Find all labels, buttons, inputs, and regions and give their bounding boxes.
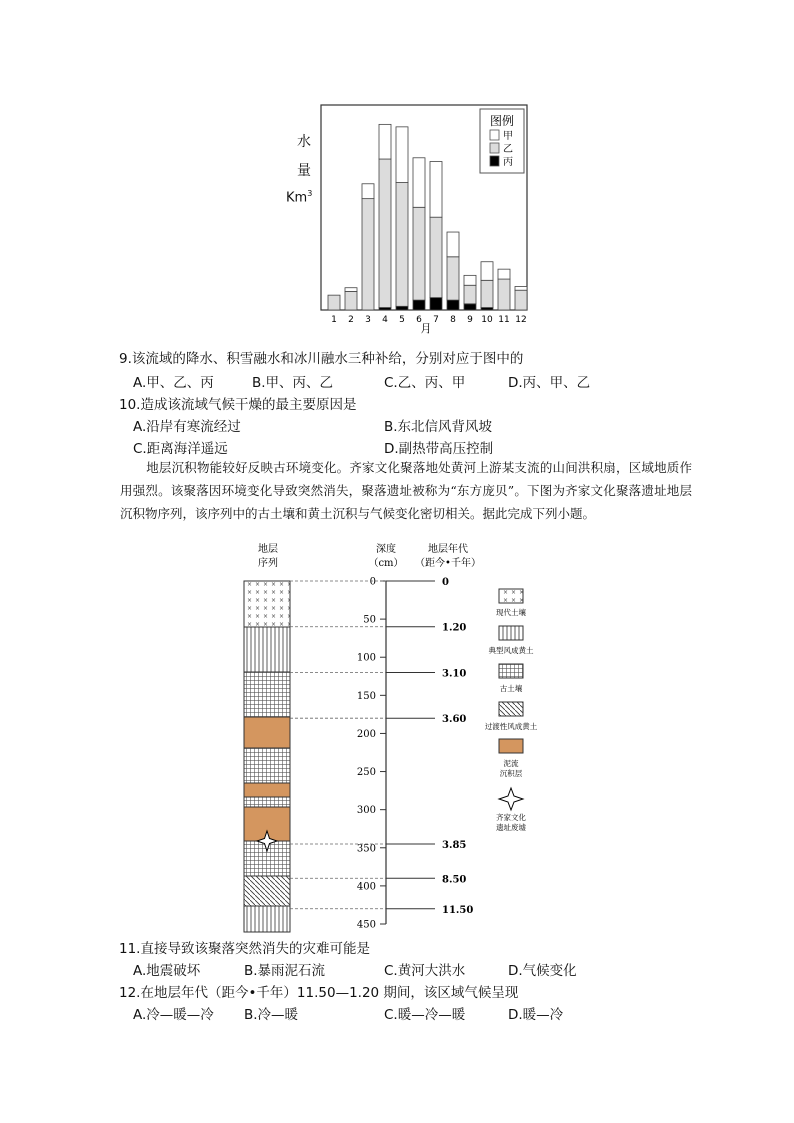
q12-option-d[interactable]: D.暖—冷 <box>508 1007 564 1023</box>
q11-option-d[interactable]: D.气候变化 <box>508 963 577 979</box>
bar-丙-month-5 <box>396 306 408 310</box>
layer-paleosol-3 <box>244 797 290 807</box>
depth-tick-label-300: 300 <box>356 805 376 817</box>
legend-swatch-jia <box>490 130 499 140</box>
legend-swatch-mudflow <box>499 739 523 753</box>
legend-swatch-paleosol <box>499 664 523 678</box>
x-tick-5: 5 <box>399 315 405 325</box>
legend-label-yi: 乙 <box>503 144 513 155</box>
layer-transitional-loess <box>244 876 290 906</box>
x-tick-12: 12 <box>515 315 527 325</box>
depth-tick-label-200: 200 <box>356 728 376 740</box>
age-label-1.20: 1.20 <box>442 622 467 634</box>
legend-typical-loess: 典型风成黄土 <box>488 646 534 655</box>
age-label-8.50: 8.50 <box>442 874 467 886</box>
bar-甲-month-3 <box>362 184 374 199</box>
x-tick-8: 8 <box>450 315 456 325</box>
legend-swatch-typical-loess <box>499 626 523 640</box>
column-header-2: 序列 <box>258 558 278 569</box>
q9-option-c[interactable]: C.乙、丙、甲 <box>384 375 466 391</box>
q10-option-a[interactable]: A.沿岸有寒流经过 <box>133 419 241 435</box>
y-unit-sup: 3 <box>307 189 313 198</box>
depth-tick-label-100: 100 <box>356 652 376 664</box>
age-label-3.60: 3.60 <box>442 714 467 726</box>
q10-stem: 10.造成该流域气候干燥的最主要原因是 <box>119 397 357 413</box>
q12-option-c[interactable]: C.暖—冷—暖 <box>384 1007 466 1023</box>
q9-stem: 9.该流域的降水、积雪融水和冰川融水三种补给，分别对应于图中的 <box>119 351 524 367</box>
bar-丙-month-9 <box>464 304 476 310</box>
q10-option-c[interactable]: C.距离海洋遥远 <box>133 441 228 457</box>
bar-甲-month-8 <box>447 232 459 257</box>
q9-option-b[interactable]: B.甲、丙、乙 <box>252 375 334 391</box>
q11-option-a[interactable]: A.地震破坏 <box>133 963 201 979</box>
layer-modern-soil <box>244 581 290 627</box>
legend-modern-soil: 现代土壤 <box>496 608 526 617</box>
bar-乙-month-10 <box>481 280 493 307</box>
q11-stem: 11.直接导致该聚落突然消失的灾难可能是 <box>119 941 370 957</box>
bar-甲-month-2 <box>345 288 357 292</box>
layer-typical-loess <box>244 627 290 672</box>
layer-typical-loess-2 <box>244 906 290 932</box>
x-tick-9: 9 <box>467 315 473 325</box>
legend-label-bing: 丙 <box>503 157 513 168</box>
bar-甲-month-9 <box>464 275 476 285</box>
bar-乙-month-7 <box>430 217 442 297</box>
bar-乙-month-1 <box>328 295 340 310</box>
bar-乙-month-6 <box>413 207 425 300</box>
q11-option-b[interactable]: B.暴雨泥石流 <box>244 963 326 979</box>
age-label-11.50: 11.50 <box>442 904 474 916</box>
q9-option-a[interactable]: A.甲、乙、丙 <box>133 375 214 391</box>
depth-tick-label-250: 250 <box>356 767 376 779</box>
bar-甲-month-6 <box>413 158 425 208</box>
y-axis-label <box>292 128 316 186</box>
x-tick-3: 3 <box>365 315 371 325</box>
bar-丙-month-7 <box>430 298 442 310</box>
age-header-2: （距今•千年） <box>415 558 481 569</box>
legend-mudflow: 泥流沉积层 <box>499 759 523 778</box>
legend-ruins: 齐家文化遗址废墟 <box>496 813 526 832</box>
layer-mudflow-1 <box>244 717 290 748</box>
legend-transitional-loess: 过渡性风成黄土 <box>484 722 538 731</box>
bar-乙-month-12 <box>515 290 527 310</box>
bar-甲-month-7 <box>430 162 442 218</box>
x-axis-label: 月 <box>420 322 432 335</box>
bar-丙-month-8 <box>447 300 459 310</box>
x-tick-1: 1 <box>331 315 337 325</box>
strata-column <box>244 581 290 932</box>
legend-paleosol: 古土壤 <box>499 684 523 693</box>
q11-option-c[interactable]: C.黄河大洪水 <box>384 963 466 979</box>
age-marks <box>290 577 473 916</box>
bar-甲-month-4 <box>379 124 391 159</box>
depth-tick-label-350: 350 <box>356 843 376 855</box>
depth-tick-label-450: 450 <box>356 919 376 931</box>
q9-option-d[interactable]: D.丙、甲、乙 <box>508 375 591 391</box>
q10-option-d[interactable]: D.副热带高压控制 <box>384 441 494 457</box>
bar-乙-month-4 <box>379 159 391 308</box>
passage <box>120 456 692 525</box>
q12-stem: 12.在地层年代（距今•千年）11.50—1.20 期间，该区域气候呈现 <box>119 985 519 1001</box>
column-header-1: 地层 <box>258 544 278 555</box>
bar-乙-month-8 <box>447 257 459 300</box>
bar-甲-month-5 <box>396 127 408 183</box>
legend <box>480 109 524 173</box>
x-tick-2: 2 <box>348 315 354 325</box>
age-label-0: 0 <box>442 577 449 588</box>
bar-甲-month-12 <box>515 286 527 290</box>
strata-legend <box>485 589 538 832</box>
depth-unit: （cm） <box>368 558 404 569</box>
legend-label-jia: 甲 <box>503 131 513 142</box>
bar-乙-month-5 <box>396 183 408 307</box>
bar-乙-month-9 <box>464 285 476 304</box>
q12-option-a[interactable]: A.冷—暖—冷 <box>133 1007 214 1023</box>
q12-option-b[interactable]: B.冷—暖 <box>244 1007 299 1023</box>
depth-tick-label-150: 150 <box>356 690 376 702</box>
y-axis-unit <box>286 189 312 205</box>
x-tick-6: 6 <box>416 315 422 325</box>
y-label-char-2: 量 <box>297 163 311 179</box>
depth-ticks <box>357 577 386 931</box>
depth-tick-label-400: 400 <box>356 881 376 893</box>
age-label-3.10: 3.10 <box>442 668 467 680</box>
q10-option-b[interactable]: B.东北信风背风坡 <box>384 419 493 435</box>
bar-丙-month-6 <box>413 300 425 310</box>
passage-text: 地层沉积物能较好反映古环境变化。齐家文化聚落地处黄河上游某支流的山间洪积扇，区域地质作用强烈。该聚落因环境变化导致突然消失，聚落遗址被称为“东方庞贝”。下图为齐家文化聚落遗址地层沉积物序列，该序列中的古土壤和黄土沉积与气候变化密切相关。据此完成下列小题。 <box>120 460 692 521</box>
legend-swatch-modern-soil <box>499 589 523 603</box>
depth-header: 深度 <box>376 544 396 555</box>
x-tick-7: 7 <box>433 315 439 325</box>
layer-paleosol-1 <box>244 672 290 717</box>
y-label-char-1: 水 <box>297 134 311 150</box>
bar-甲-month-11 <box>498 269 510 279</box>
bar-甲-month-10 <box>481 262 493 281</box>
layer-paleosol-2 <box>244 748 290 783</box>
bar-乙-month-11 <box>498 279 510 310</box>
age-label-3.85: 3.85 <box>442 839 467 851</box>
x-tick-11: 11 <box>498 315 510 325</box>
bar-乙-month-2 <box>345 291 357 310</box>
legend-title: 图例 <box>489 114 515 128</box>
legend-swatch-yi <box>490 143 499 153</box>
water-volume-chart <box>320 104 530 336</box>
bar-乙-month-3 <box>362 199 374 310</box>
layer-mudflow-2 <box>244 783 290 797</box>
legend-ruins-star-icon <box>499 788 523 810</box>
legend-swatch-bing <box>490 156 499 166</box>
x-tick-4: 4 <box>382 315 388 325</box>
strata-diagram <box>230 540 560 935</box>
depth-tick-label-0: 0 <box>369 576 376 588</box>
age-header-1: 地层年代 <box>428 544 468 555</box>
legend-swatch-transitional-loess <box>499 702 523 716</box>
depth-tick-label-50: 50 <box>363 614 376 626</box>
x-tick-10: 10 <box>481 315 493 325</box>
y-unit-base: Km <box>286 190 308 206</box>
